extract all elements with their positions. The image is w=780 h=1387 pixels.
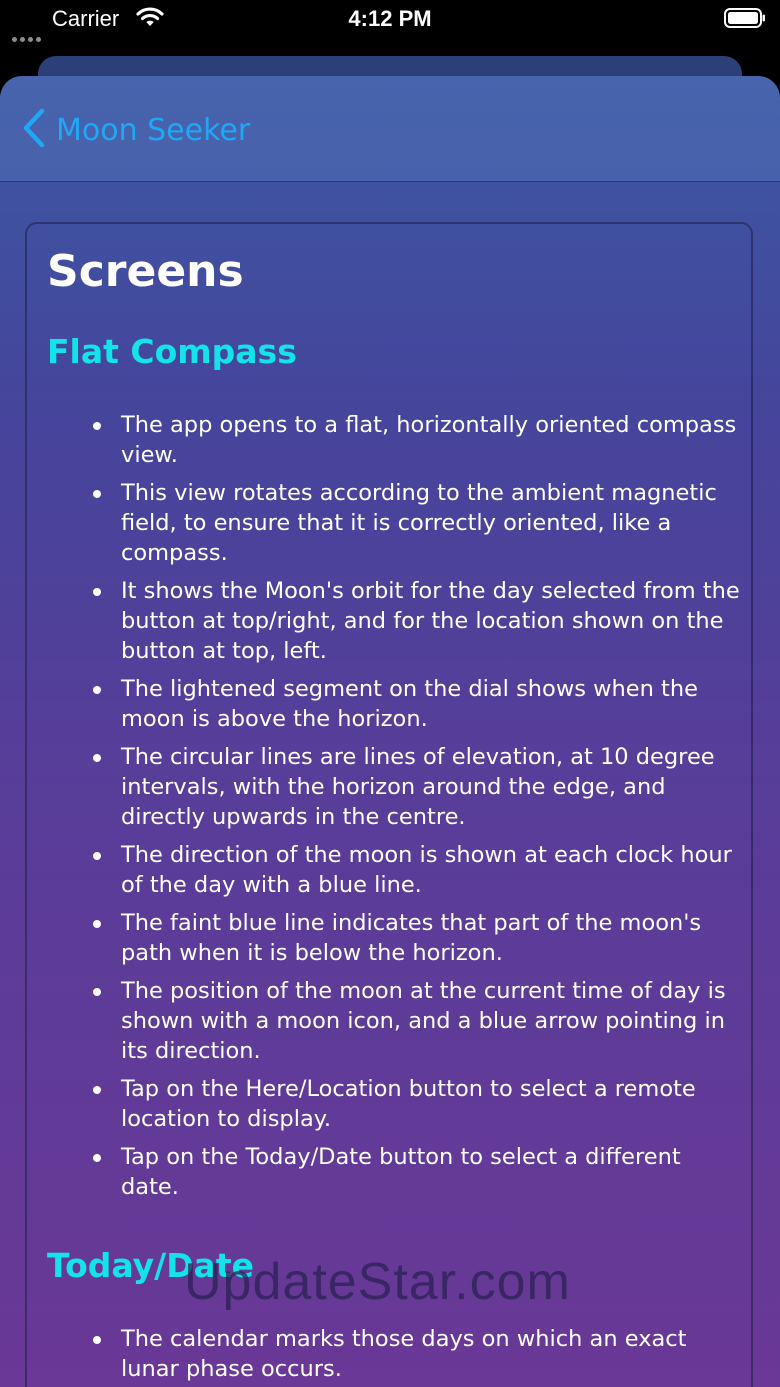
list-item: The circular lines are lines of elevation, at 10 degree intervals, with the horizon around the edge, and directly upwards in the centre. [27, 742, 753, 832]
list-item: This view rotates according to the ambient magnetic field, to ensure that it is correctly oriented, like a compass. [27, 478, 753, 568]
flat-compass-list [27, 410, 753, 1210]
carrier-label: Carrier [52, 6, 120, 31]
today-date-list [27, 1324, 753, 1387]
list-item: The direction of the moon is shown at each clock hour of the day with a blue line. [27, 840, 753, 900]
list-item: The faint blue line indicates that part of the moon's path when it is below the horizon. [27, 908, 753, 968]
clock-time: 4:12 PM [348, 6, 432, 31]
list-item: Tap on the Today/Date button to select a different date. [27, 1142, 753, 1202]
section-heading-today-date: Today/Date [47, 1246, 255, 1285]
list-item: It shows the Moon's orbit for the day selected from the button at top/right, and for the location shown on the button at top, left. [27, 576, 753, 666]
section-heading-flat-compass: Flat Compass [47, 332, 297, 371]
list-item: The position of the moon at the current time of day is shown with a moon icon, and a blue arrow pointing in its direction. [27, 976, 753, 1066]
watermark: UpdateStar.com [184, 1253, 571, 1311]
list-item: The app opens to a flat, horizontally oriented compass view. [27, 410, 753, 470]
back-button[interactable] [22, 108, 250, 152]
back-button-label: Moon Seeker [56, 112, 251, 148]
list-item: The lightened segment on the dial shows when the moon is above the horizon. [27, 674, 753, 734]
status-bar [0, 0, 780, 40]
page-title: Screens [47, 246, 244, 297]
help-content[interactable] [25, 222, 753, 1387]
navigation-bar [0, 76, 780, 182]
list-item: Tap on the Here/Location button to select a remote location to display. [27, 1074, 753, 1134]
battery-icon [724, 8, 766, 28]
list-item: The calendar marks those days on which an exact lunar phase occurs. [27, 1324, 753, 1384]
modal-sheet [0, 76, 780, 1387]
chevron-left-icon [22, 108, 46, 152]
